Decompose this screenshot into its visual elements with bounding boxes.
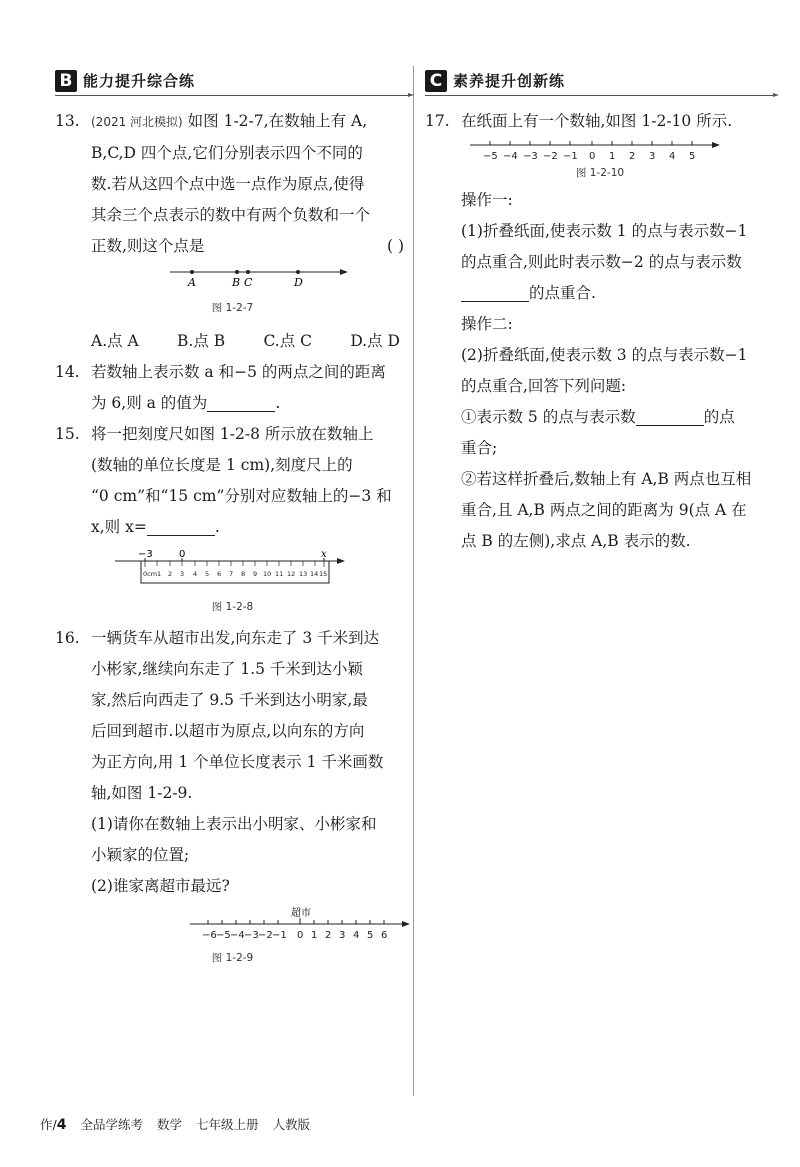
ruler-label: 11: [275, 570, 284, 578]
problem-16-line-1: 一辆货车从超市出发,向东走了 3 千米到达: [91, 629, 380, 647]
problem-16-line-4: 后回到超市.以超市为原点,以向东的方向: [91, 722, 365, 740]
problem-16-line-8: 小颖家的位置;: [91, 846, 190, 864]
tick-label: −2: [258, 930, 273, 941]
operation-1-line-1: (1)折叠纸面,使表示数 1 的点与表示数−1: [461, 222, 748, 240]
footer-grade: 七年级上册: [195, 1117, 259, 1132]
axis-label-0: 0: [179, 549, 186, 560]
tick-label: 4: [353, 930, 360, 941]
ruler-label: 9: [253, 570, 258, 578]
problem-13-line-1-text: 如图 1-2-7,在数轴上有 A,: [187, 112, 368, 130]
problem-16-number: 16.: [55, 629, 80, 647]
tick-label: −1: [272, 930, 287, 941]
tick-label: 2: [325, 930, 332, 941]
problem-14-line-2: [91, 388, 410, 419]
tick-label: 1: [311, 930, 318, 941]
tick-label: −3: [244, 930, 259, 941]
tick-label: −5: [216, 930, 231, 941]
question-2-line-1: ②若这样折叠后,数轴上有 A,B 两点也互相: [461, 470, 752, 488]
section-b-header: [55, 68, 410, 98]
fig-label-a: A: [188, 276, 196, 289]
tick-label: 1: [609, 151, 616, 162]
caption-1-2-8: 图 1-2-8: [211, 601, 254, 613]
operation-2-heading: 操作二:: [461, 315, 513, 333]
fig-label-b: B: [232, 276, 241, 289]
ruler-ticks: [145, 561, 324, 567]
problem-15-number: 15.: [55, 425, 80, 443]
question-1-line-1: [461, 402, 775, 433]
tick-label: 5: [689, 151, 696, 162]
footer-edition: 人教版: [272, 1117, 310, 1132]
ruler-label: 3: [180, 570, 185, 578]
tick-label: −3: [523, 151, 538, 162]
problem-15-period: .: [214, 518, 220, 536]
footer-subject: 数学: [156, 1117, 182, 1132]
problem-13: [55, 106, 410, 262]
fig-label-d: D: [294, 276, 303, 289]
problem-13-line-4: 其余三个点表示的数中有两个负数和一个: [91, 206, 371, 224]
section-c-header: [425, 68, 775, 98]
footer-book: 全品学练考: [80, 1117, 143, 1132]
question-2-line-3: 点 B 的左侧),求点 A,B 表示的数.: [461, 532, 691, 550]
problem-13-source-tag: (2021 河北模拟): [91, 115, 183, 129]
problem-16-line-5: 为正方向,用 1 个单位长度表示 1 千米画数: [91, 753, 384, 771]
ruler-label: 4: [193, 570, 198, 578]
tick-label: 0: [297, 930, 304, 941]
section-c-badge: C: [425, 70, 447, 92]
ruler-label: 10: [263, 570, 272, 578]
footer-prefix: 作/: [40, 1117, 57, 1132]
figure-1-2-9: [190, 906, 410, 942]
left-column: [55, 68, 410, 966]
column-divider: [413, 66, 414, 1096]
page-number: 4: [56, 1117, 67, 1133]
problem-15: [55, 419, 410, 543]
figure-1-2-10: [470, 139, 720, 163]
problem-13-line-5-text: 正数,则这个点是: [91, 237, 205, 255]
problem-17-number: 17.: [425, 112, 450, 130]
tick-label: 6: [381, 930, 388, 941]
tick-label: −1: [563, 151, 578, 162]
problem-14: [55, 357, 410, 419]
problem-13-number: 13.: [55, 112, 80, 130]
caption-1-2-7: 图 1-2-7: [211, 302, 254, 314]
answer-paren: ( ): [386, 237, 404, 255]
supermarket-label: 超市: [291, 908, 311, 919]
tick-label: 0: [589, 151, 596, 162]
option-c: C.点 C: [263, 332, 313, 350]
ruler-label: 15: [319, 570, 328, 578]
section-b-title: 能力提升综合练: [83, 72, 196, 90]
figure-1-2-8: [115, 549, 345, 589]
question-1-text-b: 的点: [703, 408, 735, 426]
problem-14-line-2-text: 为 6,则 a 的值为: [91, 394, 208, 412]
problem-17-body: [425, 185, 775, 557]
section-c-title: 素养提升创新练: [453, 72, 566, 90]
problem-15-line-4: [91, 512, 410, 543]
problem-16: [55, 623, 410, 902]
ruler-label: 5: [205, 570, 210, 578]
operation-2-line-1: (2)折叠纸面,使表示数 3 的点与表示数−1: [461, 346, 748, 364]
caption-1-2-9: 图 1-2-9: [211, 952, 254, 964]
tick-label: −5: [483, 151, 498, 162]
ruler-label: 12: [287, 570, 296, 578]
section-b-rule: [55, 95, 410, 96]
problem-17: [425, 106, 775, 137]
tick-label: −4: [230, 930, 245, 941]
ruler-label: 2: [168, 570, 173, 578]
tick-label: −4: [503, 151, 518, 162]
option-a: A.点 A: [91, 332, 139, 350]
answer-blank-17-1: [461, 281, 529, 302]
option-d: D.点 D: [350, 332, 400, 350]
question-1-text-a: ①表示数 5 的点与表示数: [461, 408, 636, 426]
problem-14-period: .: [275, 394, 281, 412]
page-footer: [40, 1115, 320, 1133]
problem-14-number: 14.: [55, 363, 80, 381]
ruler-label: 6: [217, 570, 222, 578]
tick-label: 3: [649, 151, 656, 162]
problem-14-line-1: 若数轴上表示数 a 和−5 的两点之间的距离: [91, 363, 386, 381]
problem-16-line-9: (2)谁家离超市最远?: [91, 877, 230, 895]
axis-label-x: x: [321, 549, 327, 560]
tick-label: −6: [202, 930, 217, 941]
question-2-line-2: 重合,且 A,B 两点之间的距离为 9(点 A 在: [461, 501, 747, 519]
operation-1-line-3: [461, 278, 775, 309]
section-c-rule: [425, 95, 775, 96]
problem-13-line-3: 数.若从这四个点中选一点作为原点,使得: [91, 175, 365, 193]
problem-16-line-6: 轴,如图 1-2-9.: [91, 784, 193, 802]
tick-label: 2: [629, 151, 636, 162]
ruler-label: 0cm1: [143, 570, 162, 578]
axis-label-neg3: −3: [138, 549, 153, 560]
problem-17-line-1: 在纸面上有一个数轴,如图 1-2-10 所示.: [461, 112, 733, 130]
ruler-label: 8: [241, 570, 246, 578]
problem-15-line-4-text: x,则 x=: [91, 518, 147, 536]
section-b-badge: B: [55, 70, 77, 92]
ruler-label: 13: [299, 570, 308, 578]
tick-label: −2: [543, 151, 558, 162]
problem-15-line-3: “0 cm”和“15 cm”分别对应数轴上的−3 和: [91, 487, 392, 505]
operation-1-heading: 操作一:: [461, 191, 513, 209]
tick-label: 5: [367, 930, 374, 941]
problem-15-line-2: (数轴的单位长度是 1 cm),刻度尺上的: [91, 456, 353, 474]
fig-label-c: C: [244, 276, 253, 289]
problem-13-line-1: [91, 106, 410, 138]
problem-16-line-2: 小彬家,继续向东走了 1.5 千米到达小颖: [91, 660, 363, 678]
tick-label: 3: [339, 930, 346, 941]
operation-1-line-3-text: 的点重合.: [529, 284, 596, 302]
problem-13-line-2: B,C,D 四个点,它们分别表示四个不同的: [91, 144, 363, 162]
option-b: B.点 B: [177, 332, 226, 350]
problem-16-line-3: 家,然后向西走了 9.5 千米到达小明家,最: [91, 691, 368, 709]
problem-15-line-1: 将一把刻度尺如图 1-2-8 所示放在数轴上: [91, 425, 374, 443]
tick-label: 4: [669, 151, 676, 162]
options-row: [91, 326, 410, 357]
problem-13-options: [55, 326, 410, 357]
operation-1-line-2: 的点重合,则此时表示数−2 的点与表示数: [461, 253, 742, 271]
caption-1-2-10: 图 1-2-10: [575, 167, 625, 179]
answer-blank-15: [147, 515, 215, 536]
ruler-label: 14: [310, 570, 319, 578]
answer-blank-17-2: [636, 405, 704, 426]
problem-16-line-7: (1)请你在数轴上表示出小明家、小彬家和: [91, 815, 377, 833]
problem-13-line-5: [91, 231, 410, 262]
right-column: [425, 68, 775, 557]
ruler-label: 7: [229, 570, 234, 578]
answer-blank-14: [207, 391, 275, 412]
operation-2-line-2: 的点重合,回答下列问题:: [461, 377, 627, 395]
figure-1-2-7: [170, 264, 350, 290]
question-1-line-2: 重合;: [461, 439, 498, 457]
